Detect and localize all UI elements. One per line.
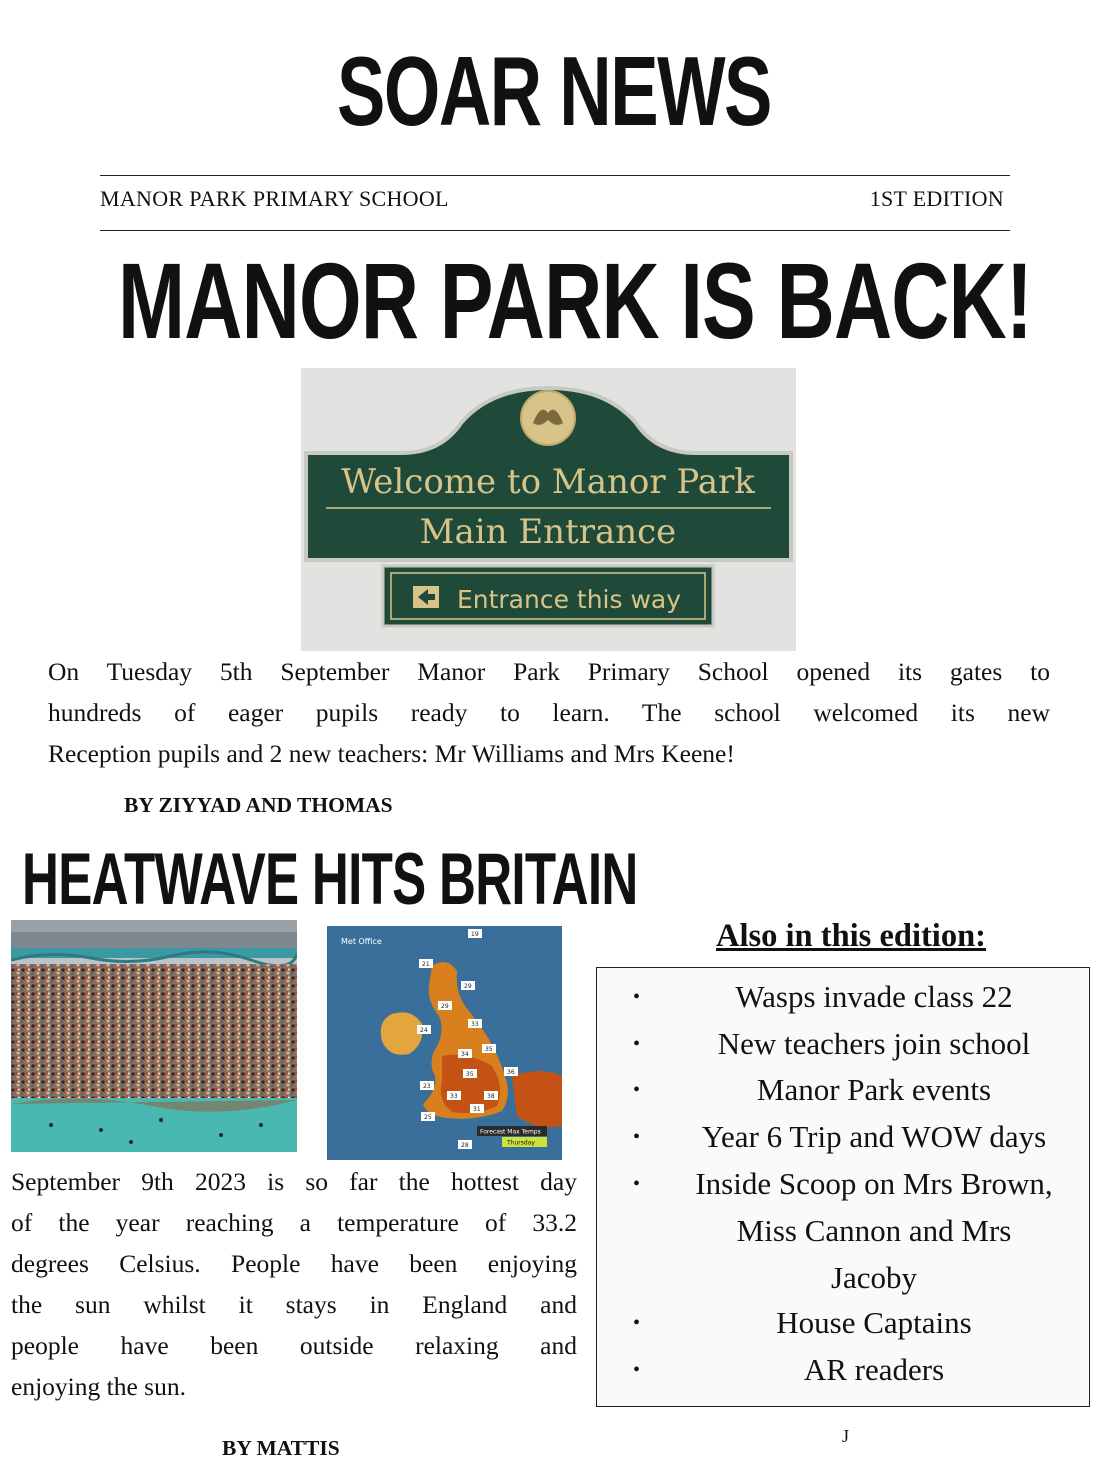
bullet-icon: •: [633, 1359, 641, 1381]
school-name: MANOR PARK PRIMARY SCHOOL: [100, 186, 449, 211]
bullet-icon: •: [633, 986, 641, 1008]
main-headline: MANOR PARK IS BACK!: [118, 240, 1033, 361]
bullet-icon: •: [633, 1079, 641, 1101]
sign-line1: Welcome to Manor Park: [341, 462, 755, 502]
sign-arrow-text: Entrance this way: [456, 585, 682, 614]
heatwave-headline: HEATWAVE HITS BRITAIN: [22, 839, 638, 920]
temp-label: 38: [487, 1093, 495, 1100]
list-item-text: House Captains: [776, 1305, 972, 1340]
article1-byline: BY ZIYYAD AND THOMAS: [124, 793, 393, 817]
temp-label: 28: [461, 1142, 469, 1149]
article2-line: people have been outside relaxing and: [11, 1331, 577, 1360]
temp-label: 29: [441, 1003, 449, 1010]
edition-label: 1ST EDITION: [869, 186, 1004, 211]
article1-line: Reception pupils and 2 new teachers: Mr Williams and Mrs Keene!: [48, 739, 735, 768]
also-in-edition-title: Also in this edition:: [716, 918, 986, 954]
article2-line: the sun whilst it stays in England and: [11, 1290, 577, 1319]
list-item-text: New teachers join school: [717, 1026, 1031, 1061]
article2-line: of the year reaching a temperature of 33.2: [11, 1208, 577, 1237]
temp-label: 35: [466, 1071, 474, 1078]
temp-label: 33: [471, 1021, 479, 1028]
article1-line: On Tuesday 5th September Manor Park Primary School opened its gates to: [48, 657, 1050, 686]
temp-label: 24: [420, 1027, 428, 1034]
article2-line: enjoying the sun.: [11, 1372, 186, 1401]
article2-line: September 9th 2023 is so far the hottest day: [11, 1167, 577, 1196]
beach-crowd-photo: [11, 920, 297, 1152]
temp-label: 25: [424, 1114, 432, 1121]
stray-mark: J: [842, 1426, 850, 1446]
article2-byline: BY MATTIS: [222, 1436, 340, 1460]
masthead-title: SOAR NEWS: [337, 36, 771, 146]
temp-label: 36: [507, 1069, 515, 1076]
heatmap-forecast: [327, 926, 562, 1160]
article1-body: [48, 651, 1050, 774]
temp-label: 29: [464, 983, 472, 990]
article1-line: hundreds of eager pupils ready to learn. The school welcomed its new: [48, 698, 1050, 727]
sign-line2: Main Entrance: [419, 512, 677, 552]
list-item-text: Wasps invade class 22: [735, 979, 1013, 1014]
list-item-text: Year 6 Trip and WOW days: [701, 1119, 1047, 1154]
temp-label: 21: [422, 961, 430, 968]
met-office-logo: Met Office: [341, 937, 382, 946]
temp-label: 31: [473, 1106, 481, 1113]
list-item-text: AR readers: [803, 1352, 945, 1387]
bottom-rule: [100, 230, 1010, 231]
map-caption: Forecast Max Temps: [480, 1128, 541, 1136]
map-day: Thursday: [507, 1139, 535, 1147]
bullet-icon: •: [633, 1173, 641, 1195]
temp-label: 33: [450, 1093, 458, 1100]
list-item-text: Inside Scoop on Mrs Brown,: [695, 1166, 1053, 1201]
list-item-text: Manor Park events: [756, 1072, 992, 1107]
article2-body: [11, 1161, 577, 1407]
article2-line: degrees Celsius. People have been enjoying: [11, 1249, 577, 1278]
list-item-text: Jacoby: [830, 1260, 918, 1295]
bullet-icon: •: [633, 1033, 641, 1055]
temp-label: 35: [485, 1046, 493, 1053]
also-in-edition-box: [596, 967, 1090, 1407]
temp-label: 19: [471, 931, 479, 938]
bullet-icon: •: [633, 1312, 641, 1334]
entrance-sign-photo: [301, 368, 796, 651]
temp-label: 23: [423, 1083, 431, 1090]
temp-label: 34: [461, 1051, 469, 1058]
top-rule: [100, 175, 1010, 176]
list-item-text: Miss Cannon and Mrs: [736, 1213, 1012, 1248]
bullet-icon: •: [633, 1126, 641, 1148]
